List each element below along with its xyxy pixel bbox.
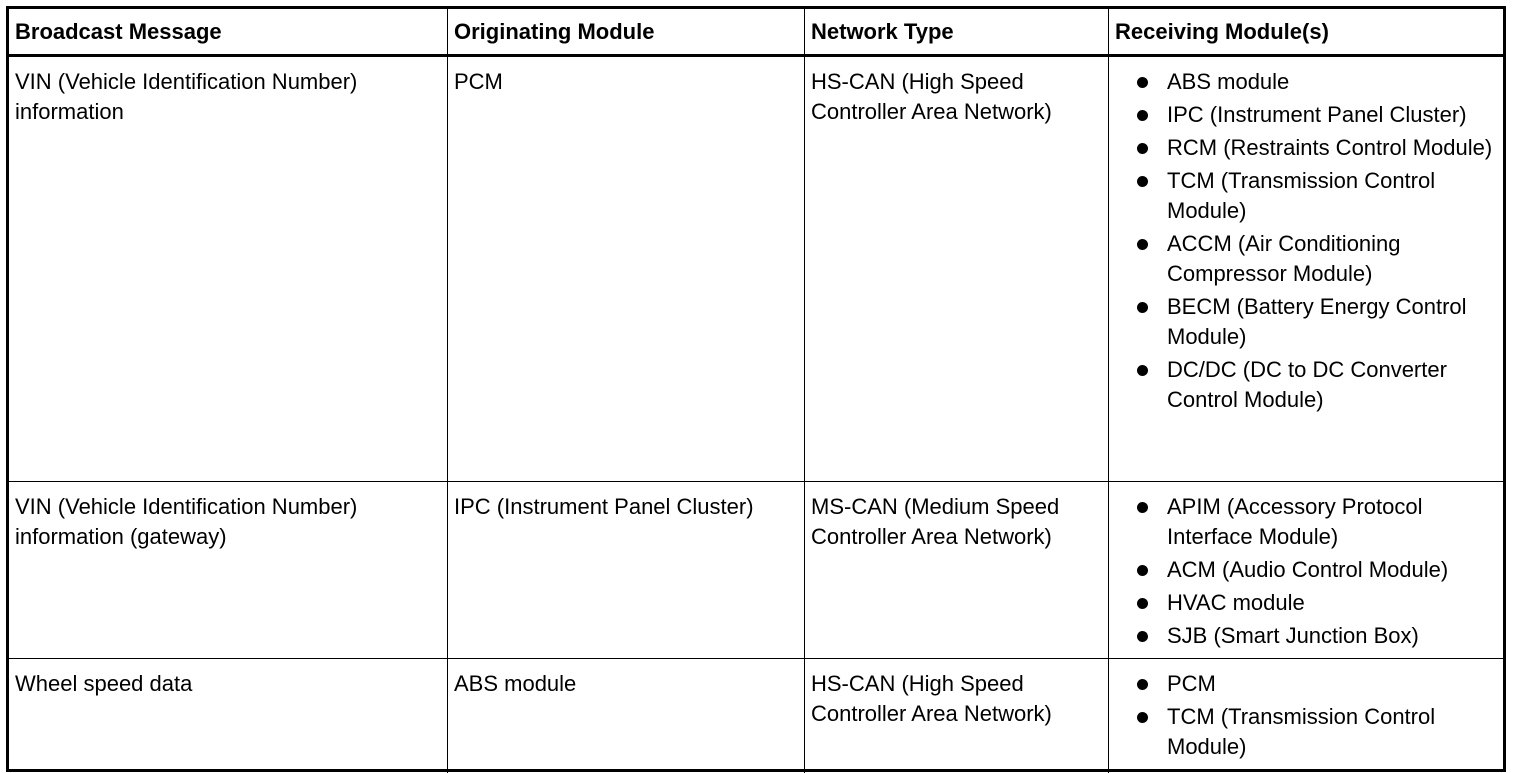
bullet-icon (1137, 176, 1148, 187)
list-item-label: BECM (Battery Energy Control Module) (1167, 294, 1467, 349)
list-item (1115, 555, 1497, 585)
originating-module-cell: ABS module (447, 659, 804, 773)
list-item-label: HVAC module (1167, 590, 1305, 615)
bullet-icon (1137, 679, 1148, 690)
receiving-modules-cell (1108, 659, 1503, 773)
header-network-type: Network Type (804, 9, 1108, 54)
list-item (1115, 669, 1497, 699)
list-item-label: ABS module (1167, 69, 1290, 94)
bullet-icon (1137, 239, 1148, 250)
list-item (1115, 588, 1497, 618)
broadcast-message-cell: Wheel speed data (15, 671, 193, 696)
table-header-row (9, 9, 1503, 56)
bullet-icon (1137, 502, 1148, 513)
bullet-icon (1137, 631, 1148, 642)
bullet-icon (1137, 565, 1148, 576)
broadcast-message-table (6, 6, 1506, 772)
network-type-cell: HS-CAN (High Speed Controller Area Network) (804, 57, 1108, 481)
table-row (9, 56, 1503, 481)
list-item-label: ACCM (Air Conditioning Compressor Module) (1167, 231, 1401, 286)
list-item (1115, 621, 1497, 651)
network-type-cell: HS-CAN (High Speed Controller Area Network) (804, 659, 1108, 773)
list-item (1115, 100, 1497, 130)
bullet-icon (1137, 110, 1148, 121)
receiving-modules-list (1115, 67, 1497, 415)
receiving-modules-list (1115, 492, 1497, 651)
bullet-icon (1137, 143, 1148, 154)
list-item (1115, 133, 1497, 163)
receiving-modules-cell (1108, 482, 1503, 662)
bullet-icon (1137, 302, 1148, 313)
receiving-modules-list (1115, 669, 1497, 762)
originating-module-cell: IPC (Instrument Panel Cluster) (447, 482, 804, 662)
list-item (1115, 492, 1497, 552)
broadcast-message-cell: VIN (Vehicle Identification Number) information (15, 69, 358, 124)
list-item (1115, 292, 1497, 352)
list-item (1115, 229, 1497, 289)
list-item (1115, 166, 1497, 226)
table-row (9, 658, 1503, 769)
bullet-icon (1137, 77, 1148, 88)
list-item-label: IPC (Instrument Panel Cluster) (1167, 102, 1467, 127)
broadcast-message-cell: VIN (Vehicle Identification Number) information (gateway) (15, 494, 358, 549)
receiving-modules-cell (1108, 57, 1503, 481)
list-item (1115, 702, 1497, 762)
list-item (1115, 355, 1497, 415)
list-item-label: TCM (Transmission Control Module) (1167, 704, 1436, 759)
network-type-cell: MS-CAN (Medium Speed Controller Area Network) (804, 482, 1108, 662)
list-item-label: PCM (1167, 671, 1216, 696)
originating-module-cell: PCM (447, 57, 804, 481)
list-item-label: RCM (Restraints Control Module) (1167, 135, 1493, 160)
header-broadcast-message: Broadcast Message (15, 19, 222, 44)
header-receiving-modules: Receiving Module(s) (1108, 9, 1503, 54)
bullet-icon (1137, 365, 1148, 376)
bullet-icon (1137, 598, 1148, 609)
list-item-label: DC/DC (DC to DC Converter Control Module) (1167, 357, 1447, 412)
header-originating-module: Originating Module (447, 9, 804, 54)
list-item (1115, 67, 1497, 97)
list-item-label: ACM (Audio Control Module) (1167, 557, 1449, 582)
list-item-label: APIM (Accessory Protocol Interface Module) (1167, 494, 1423, 549)
bullet-icon (1137, 712, 1148, 723)
table-row (9, 481, 1503, 658)
list-item-label: SJB (Smart Junction Box) (1167, 623, 1419, 648)
list-item-label: TCM (Transmission Control Module) (1167, 168, 1436, 223)
